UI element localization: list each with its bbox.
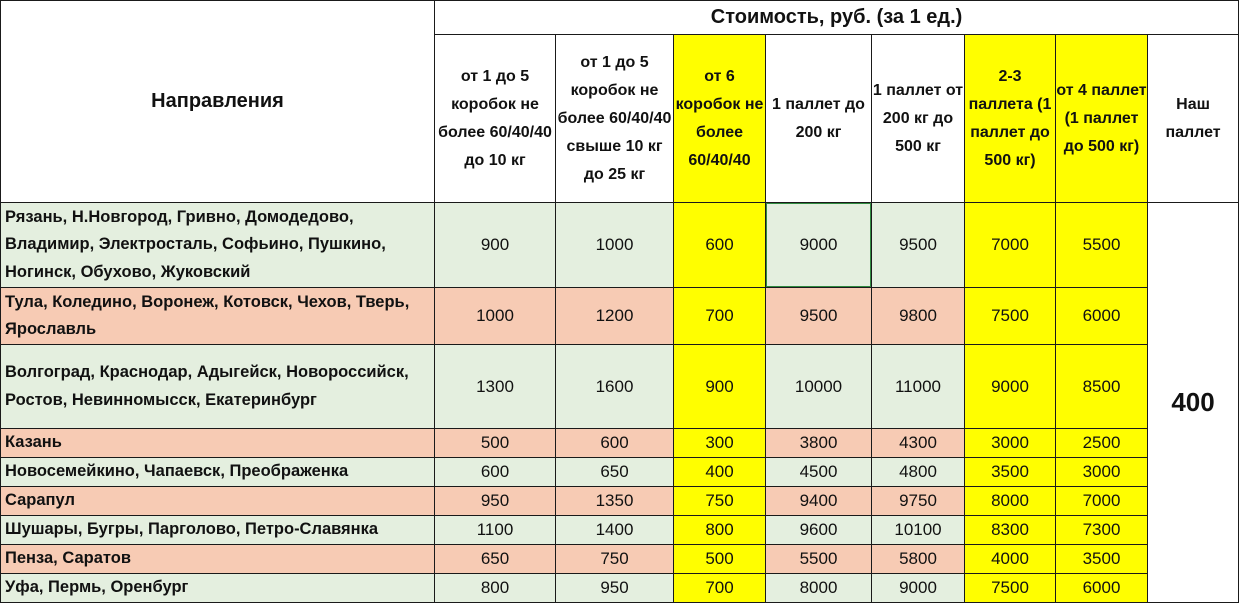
direction-cell: Рязань, Н.Новгород, Гривно, Домодедово, Владимир, Электросталь, Софьино, Пушкино, Ногинск, Обухово, Жуковский xyxy=(1,203,435,288)
price-cell: 300 xyxy=(674,429,766,458)
price-cell: 600 xyxy=(435,458,556,487)
price-cell: 650 xyxy=(435,545,556,574)
price-cell: 1400 xyxy=(556,516,674,545)
table-row xyxy=(1,203,1239,288)
price-cell: 5500 xyxy=(1056,203,1148,288)
direction-cell: Шушары, Бугры, Парголово, Петро-Славянка xyxy=(1,516,435,545)
direction-cell: Казань xyxy=(1,429,435,458)
table-row xyxy=(1,429,1239,458)
price-cell: 4300 xyxy=(872,429,965,458)
price-cell: 600 xyxy=(556,429,674,458)
price-cell: 1350 xyxy=(556,487,674,516)
price-cell: 3500 xyxy=(1056,545,1148,574)
price-cell: 600 xyxy=(674,203,766,288)
price-cell: 1000 xyxy=(556,203,674,288)
direction-cell: Волгоград, Краснодар, Адыгейск, Новороссийск, Ростов, Невинномысск, Екатеринбург xyxy=(1,345,435,429)
table-row xyxy=(1,574,1239,603)
price-cell: 7500 xyxy=(965,574,1056,603)
col-header-2: от 1 до 5 коробок не более 60/40/40 свыше 10 кг до 25 кг xyxy=(556,35,674,203)
table-row xyxy=(1,487,1239,516)
price-cell: 1200 xyxy=(556,288,674,345)
price-cell: 500 xyxy=(674,545,766,574)
price-cell: 750 xyxy=(556,545,674,574)
price-cell: 750 xyxy=(674,487,766,516)
col-header-7: от 4 паллет (1 паллет до 500 кг) xyxy=(1056,35,1148,203)
price-cell: 5800 xyxy=(872,545,965,574)
direction-cell: Сарапул xyxy=(1,487,435,516)
price-cell: 800 xyxy=(435,574,556,603)
price-cell: 1300 xyxy=(435,345,556,429)
directions-header: Направления xyxy=(1,1,435,203)
price-cell: 9750 xyxy=(872,487,965,516)
price-cell: 700 xyxy=(674,574,766,603)
price-cell: 9400 xyxy=(766,487,872,516)
price-cell: 950 xyxy=(435,487,556,516)
table-row xyxy=(1,345,1239,429)
col-header-4: 1 паллет до 200 кг xyxy=(766,35,872,203)
price-cell: 900 xyxy=(674,345,766,429)
price-cell-selected[interactable]: 9000 xyxy=(766,203,872,288)
price-cell: 7300 xyxy=(1056,516,1148,545)
col-header-1: от 1 до 5 коробок не более 60/40/40 до 10 кг xyxy=(435,35,556,203)
price-cell: 6000 xyxy=(1056,574,1148,603)
price-cell: 1100 xyxy=(435,516,556,545)
price-cell: 700 xyxy=(674,288,766,345)
col-header-our-pallet: Наш паллет xyxy=(1148,35,1239,203)
direction-cell: Новосемейкино, Чапаевск, Преображенка xyxy=(1,458,435,487)
price-cell: 3000 xyxy=(1056,458,1148,487)
price-cell: 3000 xyxy=(965,429,1056,458)
price-cell: 900 xyxy=(435,203,556,288)
price-cell: 4800 xyxy=(872,458,965,487)
price-cell: 8500 xyxy=(1056,345,1148,429)
price-cell: 400 xyxy=(674,458,766,487)
price-cell: 7500 xyxy=(965,288,1056,345)
price-cell: 10000 xyxy=(766,345,872,429)
direction-cell: Пенза, Саратов xyxy=(1,545,435,574)
price-cell: 650 xyxy=(556,458,674,487)
price-cell: 4000 xyxy=(965,545,1056,574)
table-row xyxy=(1,458,1239,487)
direction-cell: Тула, Коледино, Воронеж, Котовск, Чехов, Тверь, Ярославль xyxy=(1,288,435,345)
price-cell: 5500 xyxy=(766,545,872,574)
price-cell: 6000 xyxy=(1056,288,1148,345)
col-header-5: 1 паллет от 200 кг до 500 кг xyxy=(872,35,965,203)
price-cell: 9500 xyxy=(766,288,872,345)
price-cell: 2500 xyxy=(1056,429,1148,458)
price-cell: 8000 xyxy=(766,574,872,603)
price-cell: 7000 xyxy=(965,203,1056,288)
price-cell: 9600 xyxy=(766,516,872,545)
price-cell: 3800 xyxy=(766,429,872,458)
price-cell: 9800 xyxy=(872,288,965,345)
table-row xyxy=(1,288,1239,345)
price-cell: 9000 xyxy=(965,345,1056,429)
price-cell: 8300 xyxy=(965,516,1056,545)
our-pallet-price: 400 xyxy=(1148,203,1239,603)
cost-header: Стоимость, руб. (за 1 ед.) xyxy=(435,1,1239,35)
price-cell: 10100 xyxy=(872,516,965,545)
col-header-6: 2-3 паллета (1 паллет до 500 кг) xyxy=(965,35,1056,203)
table-row xyxy=(1,545,1239,574)
price-cell: 1000 xyxy=(435,288,556,345)
price-cell: 4500 xyxy=(766,458,872,487)
price-cell: 11000 xyxy=(872,345,965,429)
price-cell: 800 xyxy=(674,516,766,545)
table-row xyxy=(1,516,1239,545)
col-header-3: от 6 коробок не более 60/40/40 xyxy=(674,35,766,203)
price-cell: 1600 xyxy=(556,345,674,429)
price-cell: 8000 xyxy=(965,487,1056,516)
price-cell: 9500 xyxy=(872,203,965,288)
price-cell: 9000 xyxy=(872,574,965,603)
price-cell: 7000 xyxy=(1056,487,1148,516)
price-cell: 3500 xyxy=(965,458,1056,487)
price-cell: 950 xyxy=(556,574,674,603)
price-cell: 500 xyxy=(435,429,556,458)
direction-cell: Уфа, Пермь, Оренбург xyxy=(1,574,435,603)
